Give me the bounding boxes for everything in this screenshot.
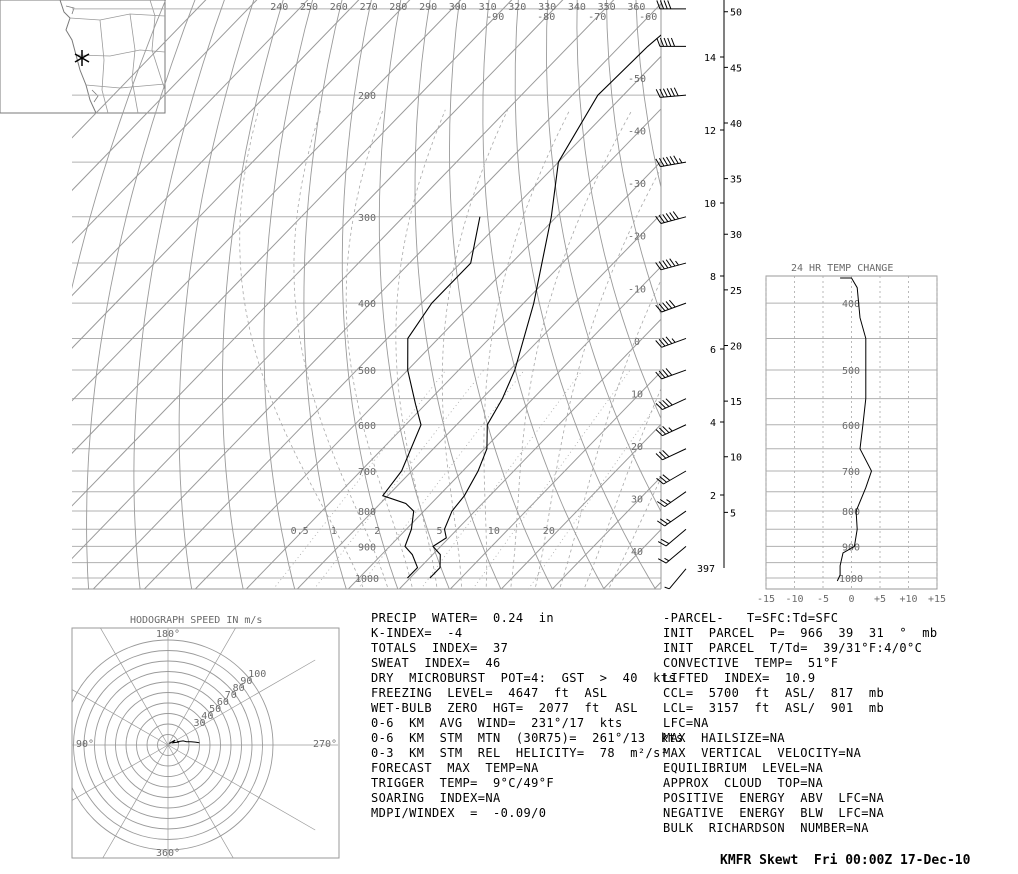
hodograph-ring-label: 40 — [201, 711, 214, 722]
wind-barb — [656, 212, 686, 224]
mixing-ratio-line — [271, 370, 446, 592]
height-km-label: 14 — [703, 53, 716, 64]
hodograph-ring-label: 50 — [209, 704, 222, 715]
pressure-label: 500 — [357, 366, 377, 378]
indices-left — [371, 611, 684, 821]
wind-barb — [656, 259, 686, 270]
index-line: BULK RICHARDSON NUMBER=NA — [663, 821, 869, 835]
hodograph-dir-label: 360° — [155, 848, 181, 859]
tc-x-label: -15 — [756, 594, 776, 605]
pressure-label: 400 — [357, 299, 377, 311]
isotherm-label: 10 — [630, 389, 644, 401]
index-line: 0-3 KM STM REL HELICITY= 78 m²/s² — [371, 746, 669, 760]
theta-label: 290 — [419, 2, 438, 13]
pressure-label: 300 — [357, 212, 377, 224]
index-line: LFC=NA — [663, 716, 709, 730]
locator-map — [0, 0, 165, 113]
theta-label: 310 — [478, 2, 497, 13]
index-line: MDPI/WINDEX = -0.09/0 — [371, 806, 547, 820]
index-line: LCL= 3157 ft ASL/ 901 mb — [663, 701, 885, 715]
theta-label: 250 — [299, 2, 319, 13]
mixing-ratio-label: 20 — [542, 526, 555, 537]
index-line: MAX VERTICAL VELOCITY=NA — [663, 746, 862, 760]
isotherm-label: 20 — [630, 442, 644, 453]
theta-label: 360 — [627, 2, 646, 13]
index-line: APPROX CLOUD TOP=NA — [663, 776, 824, 790]
height-kft-label: 45 — [730, 63, 743, 75]
pressure-label: 600 — [357, 420, 377, 432]
dry-adiabat-line — [928, 0, 1018, 607]
wind-barb — [658, 529, 686, 546]
index-line: FREEZING LEVEL= 4647 ft ASL — [371, 686, 608, 700]
wind-barb — [657, 492, 686, 507]
theta-label: 350 — [597, 2, 616, 13]
isotherm-label: -70 — [588, 12, 607, 23]
tc-x-label: -5 — [816, 594, 830, 605]
height-kft-label: 40 — [730, 119, 743, 130]
theta-label: 260 — [329, 2, 348, 13]
pressure-label: 800 — [357, 507, 377, 519]
height-km-label: 12 — [703, 126, 716, 137]
height-km-label: 2 — [709, 491, 716, 502]
isotherm-label: -90 — [486, 12, 505, 23]
hodograph-ring-label: 90 — [240, 675, 253, 687]
index-line: FORECAST MAX TEMP=NA — [371, 761, 539, 775]
index-line: TOTALS INDEX= 37 — [371, 641, 509, 655]
wind-barb — [656, 156, 686, 167]
dewpoint-profile — [383, 217, 480, 578]
wind-barb — [665, 569, 686, 589]
isotherm-label: 0 — [633, 336, 641, 348]
moist-adiabat-line — [442, 110, 507, 593]
index-line: WET-BULB ZERO HGT= 2077 ft ASL — [371, 701, 638, 715]
station-title: KMFR Skewt Fri 00:00Z 17-Dec-10 — [720, 853, 971, 868]
index-line: DRY MICROBURST POT=4: GST > 40 kts — [371, 671, 676, 685]
tc-pressure-label: 400 — [841, 299, 861, 311]
hodograph-ring-label: 70 — [224, 690, 237, 701]
pressure-label: 1000 — [354, 574, 380, 585]
mixing-ratio-line — [418, 370, 582, 592]
height-km-label: 8 — [709, 272, 716, 283]
hodograph-dir-label: 90° — [76, 739, 95, 750]
hodograph-ring-label: 100 — [248, 668, 267, 680]
index-line: SOARING INDEX=NA — [371, 791, 501, 805]
height-kft-label: 30 — [730, 230, 743, 242]
hodograph-dir-label: 270° — [313, 739, 338, 750]
hodograph-ring-label: 80 — [232, 682, 245, 694]
mixing-ratio-label: 0.5 — [290, 526, 309, 537]
index-line: POSITIVE ENERGY ABV LFC=NA — [663, 791, 885, 805]
index-line: 0-6 KM STM MTN (30R75)= 261°/13 kts — [371, 731, 684, 745]
pressure-label: 900 — [357, 542, 377, 554]
theta-label: 340 — [567, 2, 586, 13]
moist-adiabat-line — [558, 110, 756, 593]
isotherm-label: -20 — [627, 231, 647, 243]
tc-x-label: +5 — [873, 594, 887, 605]
tc-pressure-label: 600 — [841, 420, 861, 432]
theta-label: 320 — [508, 2, 527, 13]
temp-change-panel — [757, 263, 946, 605]
tc-pressure-label: 500 — [841, 366, 861, 378]
tc-pressure-label: 800 — [841, 507, 861, 519]
isotherm-label: -60 — [639, 12, 658, 23]
mixing-ratio-label: 1 — [330, 526, 337, 537]
height-km-label: 6 — [709, 345, 716, 356]
dry-adiabat-line — [954, 0, 1018, 607]
height-kft-label: 15 — [730, 397, 743, 409]
hodograph-dir-label: 180° — [155, 629, 181, 640]
index-line: K-INDEX= -4 — [371, 626, 463, 640]
index-line: TRIGGER TEMP= 9°C/49°F — [371, 776, 554, 790]
pressure-label: 700 — [357, 467, 377, 478]
tc-x-label: 0 — [848, 594, 855, 605]
height-kft-label: 50 — [730, 7, 743, 19]
indices-right — [663, 611, 938, 836]
tc-x-label: +15 — [927, 594, 947, 605]
wind-barb — [657, 511, 686, 526]
theta-label: 280 — [389, 2, 408, 13]
moist-adiabat-line — [484, 110, 570, 593]
hodograph-ring-label: 30 — [193, 718, 206, 729]
index-line: PRECIP WATER= 0.24 in — [371, 611, 554, 625]
tc-pressure-label: 700 — [841, 467, 861, 478]
hodograph-title: HODOGRAPH SPEED IN m/s — [130, 615, 263, 626]
isotherm-label: -30 — [627, 179, 647, 191]
pressure-label: 200 — [357, 91, 377, 103]
isotherm-label: 30 — [630, 494, 644, 506]
index-line: SWEAT INDEX= 46 — [371, 656, 501, 670]
height-kft-label: 25 — [730, 285, 743, 297]
moist-adiabat-line — [534, 110, 694, 593]
tc-pressure-label: 1000 — [838, 574, 864, 585]
temp-change-title: 24 HR TEMP CHANGE — [791, 263, 894, 274]
isotherm-label: -80 — [537, 12, 556, 23]
index-line: CONVECTIVE TEMP= 51°F — [663, 656, 839, 670]
moist-adiabat-line — [396, 110, 446, 593]
hodograph-ring-label: 60 — [216, 697, 229, 708]
height-kft-label: 5 — [730, 508, 737, 520]
dry-adiabat-line — [981, 0, 1018, 607]
tc-x-label: -10 — [785, 594, 804, 605]
hodograph-panel — [0, 575, 339, 874]
mixing-ratio-label: 5 — [436, 526, 443, 537]
index-line: CCL= 5700 ft ASL/ 817 mb — [663, 686, 885, 700]
surface-height-label: 397 — [697, 564, 716, 575]
isotherm-label: -10 — [627, 284, 647, 296]
index-line: NEGATIVE ENERGY BLW LFC=NA — [663, 806, 885, 820]
theta-label: 330 — [538, 2, 557, 13]
wind-barb — [656, 300, 686, 312]
wind-barb — [658, 546, 686, 563]
tc-x-label: +10 — [899, 594, 918, 605]
index-line: INIT PARCEL P= 966 39 31 ° mb — [663, 626, 938, 640]
index-line: MAX HAILSIZE=NA — [663, 731, 785, 745]
tc-pressure-label: 900 — [841, 542, 861, 554]
mixing-ratio-label: 2 — [374, 526, 381, 537]
isotherm-label: -40 — [627, 126, 647, 138]
height-km-label: 4 — [709, 418, 716, 429]
index-line: EQUILIBRIUM LEVEL=NA — [663, 761, 824, 775]
mixing-ratio-label: 10 — [487, 526, 500, 537]
index-line: -PARCEL- T=SFC:Td=SFC — [663, 611, 839, 625]
index-line: INIT PARCEL T/Td= 39/31°F:4/0°C — [663, 641, 923, 655]
isotherm-label: 40 — [630, 547, 644, 559]
height-kft-label: 20 — [730, 341, 743, 353]
index-line: LIFTED INDEX= 10.9 — [663, 671, 816, 685]
theta-label: 270 — [359, 2, 378, 13]
height-kft-label: 35 — [730, 174, 743, 186]
height-kft-label: 10 — [730, 452, 743, 464]
height-km-label: 10 — [703, 199, 716, 210]
theta-label: 300 — [448, 2, 467, 13]
index-line: 0-6 KM AVG WIND= 231°/17 kts — [371, 716, 623, 730]
isotherm-label: -50 — [627, 74, 647, 85]
dry-adiabat-line — [1007, 0, 1018, 607]
theta-label: 240 — [270, 2, 289, 13]
